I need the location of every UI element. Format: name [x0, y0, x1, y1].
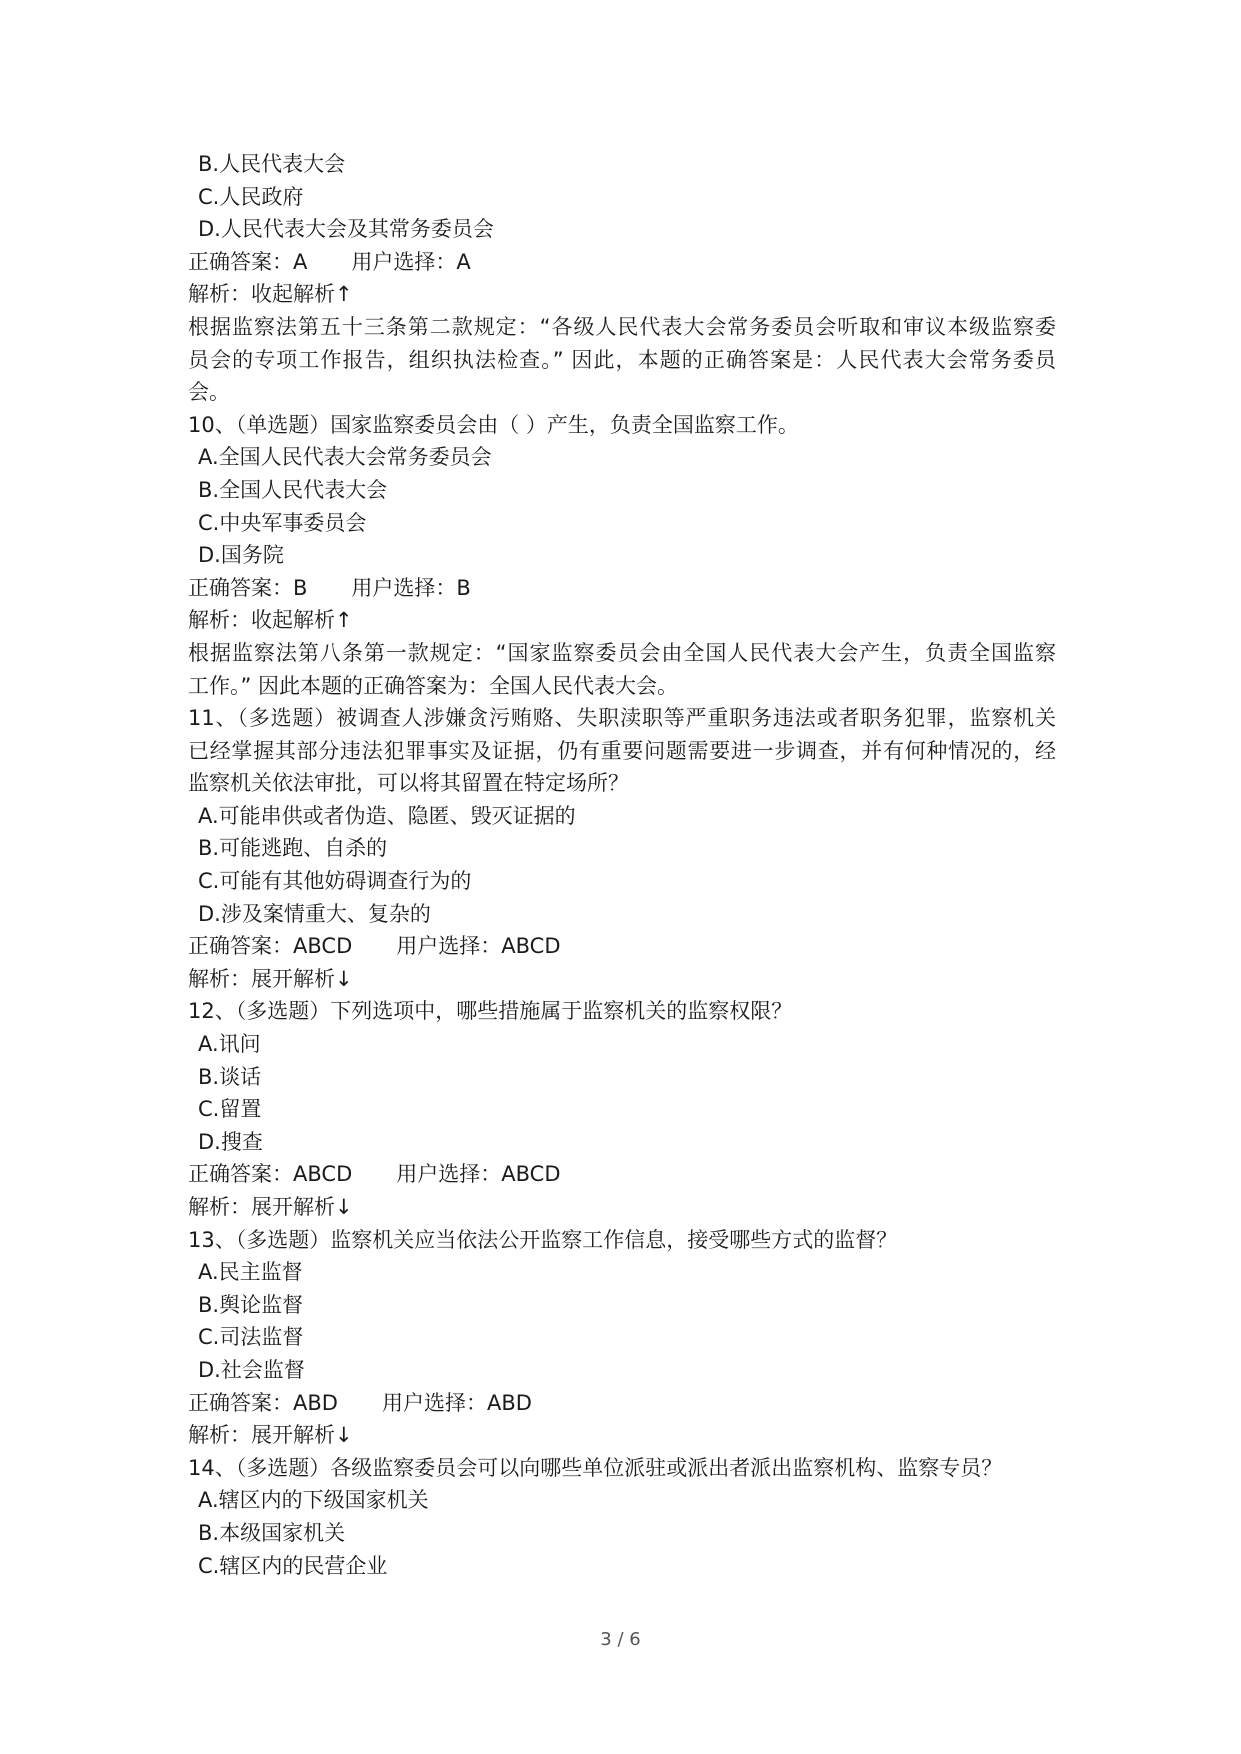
option-a: A.民主监督: [198, 1260, 303, 1285]
option-c: C.司法监督: [198, 1325, 304, 1350]
question-10: [188, 409, 1056, 702]
collapse-analysis-toggle[interactable]: 收起解析↑: [251, 608, 353, 633]
analysis-row: [188, 1419, 1056, 1452]
analysis-label: 解析：: [188, 608, 251, 633]
expand-analysis-toggle[interactable]: 展开解析↓: [251, 1195, 353, 1219]
question-11: [188, 702, 1056, 995]
user-choice: 用户选择：ABCD: [396, 1162, 561, 1187]
question-title: 监察机关依法审批，可以将其留置在特定场所？: [188, 771, 629, 796]
answer-row: [188, 246, 1056, 279]
answer-row: [188, 930, 1056, 963]
user-choice: 用户选择：A: [351, 249, 471, 274]
option-a: A.讯问: [198, 1032, 261, 1057]
answer-row: [188, 1387, 1056, 1420]
question-13: [188, 1224, 1056, 1452]
page-number: 3 / 6: [600, 1629, 641, 1650]
correct-answer: 正确答案：ABCD: [188, 934, 353, 959]
user-choice: 用户选择：B: [351, 575, 471, 600]
option-b: B.本级国家机关: [198, 1520, 346, 1545]
analysis-row: [188, 963, 1056, 996]
correct-answer: 正确答案：B: [188, 575, 308, 600]
user-choice: 用户选择：ABCD: [396, 934, 561, 959]
option-c: C.人民政府: [198, 184, 304, 209]
option-a: A.辖区内的下级国家机关: [198, 1488, 429, 1513]
analysis-row: [188, 1191, 1056, 1224]
option-d: D.社会监督: [198, 1357, 305, 1382]
option-c: C.辖区内的民营企业: [198, 1553, 388, 1578]
correct-answer: 正确答案：ABD: [188, 1390, 338, 1415]
question-9: [188, 148, 1056, 409]
question-title: 12、（多选题）下列选项中，哪些措施属于监察机关的监察权限？: [188, 999, 793, 1024]
option-b: B.可能逃跑、自杀的: [198, 836, 388, 861]
answer-row: [188, 572, 1056, 605]
explanation-line: 会。: [188, 380, 230, 405]
correct-answer: 正确答案：ABCD: [188, 1162, 353, 1187]
explanation-line: 员会的专项工作报告，组织执法检查。” 因此，本题的正确答案是：人民代表大会常务委员: [188, 347, 1056, 372]
expand-analysis-toggle[interactable]: 展开解析↓: [251, 1423, 353, 1448]
analysis-row: [188, 278, 1056, 311]
question-title: 13、（多选题）监察机关应当依法公开监察工作信息，接受哪些方式的监督？: [188, 1227, 898, 1252]
option-b: B.舆论监督: [198, 1292, 304, 1317]
analysis-label: 解析：: [188, 966, 251, 991]
analysis-label: 解析：: [188, 1195, 251, 1219]
expand-analysis-toggle[interactable]: 展开解析↓: [251, 966, 353, 991]
question-title: 已经掌握其部分违法犯罪事实及证据，仍有重要问题需要进一步调查，并有何种情况的，经: [188, 738, 1056, 763]
explanation-line: 根据监察法第八条第一款规定：“国家监察委员会由全国人民代表大会产生，负责全国监察: [188, 640, 1056, 665]
question-12: [188, 995, 1056, 1223]
explanation-line: 工作。” 因此本题的正确答案为：全国人民代表大会。: [188, 673, 679, 698]
user-choice: 用户选择：ABD: [381, 1390, 532, 1415]
option-d: D.人民代表大会及其常务委员会: [198, 217, 494, 242]
question-title: 10、（单选题）国家监察委员会由（ ）产生，负责全国监察工作。: [188, 412, 799, 437]
option-b: B.谈话: [198, 1064, 262, 1089]
correct-answer: 正确答案：A: [188, 249, 308, 274]
option-c: C.中央军事委员会: [198, 510, 367, 535]
answer-row: [188, 1158, 1056, 1191]
analysis-label: 解析：: [188, 282, 251, 307]
collapse-analysis-toggle[interactable]: 收起解析↑: [251, 282, 353, 307]
option-d: D.涉及案情重大、复杂的: [198, 901, 431, 926]
question-14: [188, 1452, 1056, 1582]
explanation-line: 根据监察法第五十三条第二款规定：“各级人民代表大会常务委员会听取和审议本级监察委: [188, 314, 1056, 339]
page-content: [188, 148, 1056, 1582]
option-d: D.搜查: [198, 1129, 263, 1154]
option-c: C.可能有其他妨碍调查行为的: [198, 869, 472, 894]
analysis-label: 解析：: [188, 1423, 251, 1448]
question-title: 14、（多选题）各级监察委员会可以向哪些单位派驻或派出者派出监察机构、监察专员？: [188, 1455, 1003, 1480]
option-d: D.国务院: [198, 543, 284, 568]
option-b: B.人民代表大会: [198, 152, 346, 176]
option-c: C.留置: [198, 1097, 262, 1122]
question-title: 11、（多选题）被调查人涉嫌贪污贿赂、失职渎职等严重职务违法或者职务犯罪，监察机关: [188, 706, 1056, 731]
option-a: A.可能串供或者伪造、隐匿、毁灭证据的: [198, 803, 576, 828]
option-a: A.全国人民代表大会常务委员会: [198, 445, 492, 470]
analysis-row: [188, 604, 1056, 637]
option-b: B.全国人民代表大会: [198, 477, 388, 502]
